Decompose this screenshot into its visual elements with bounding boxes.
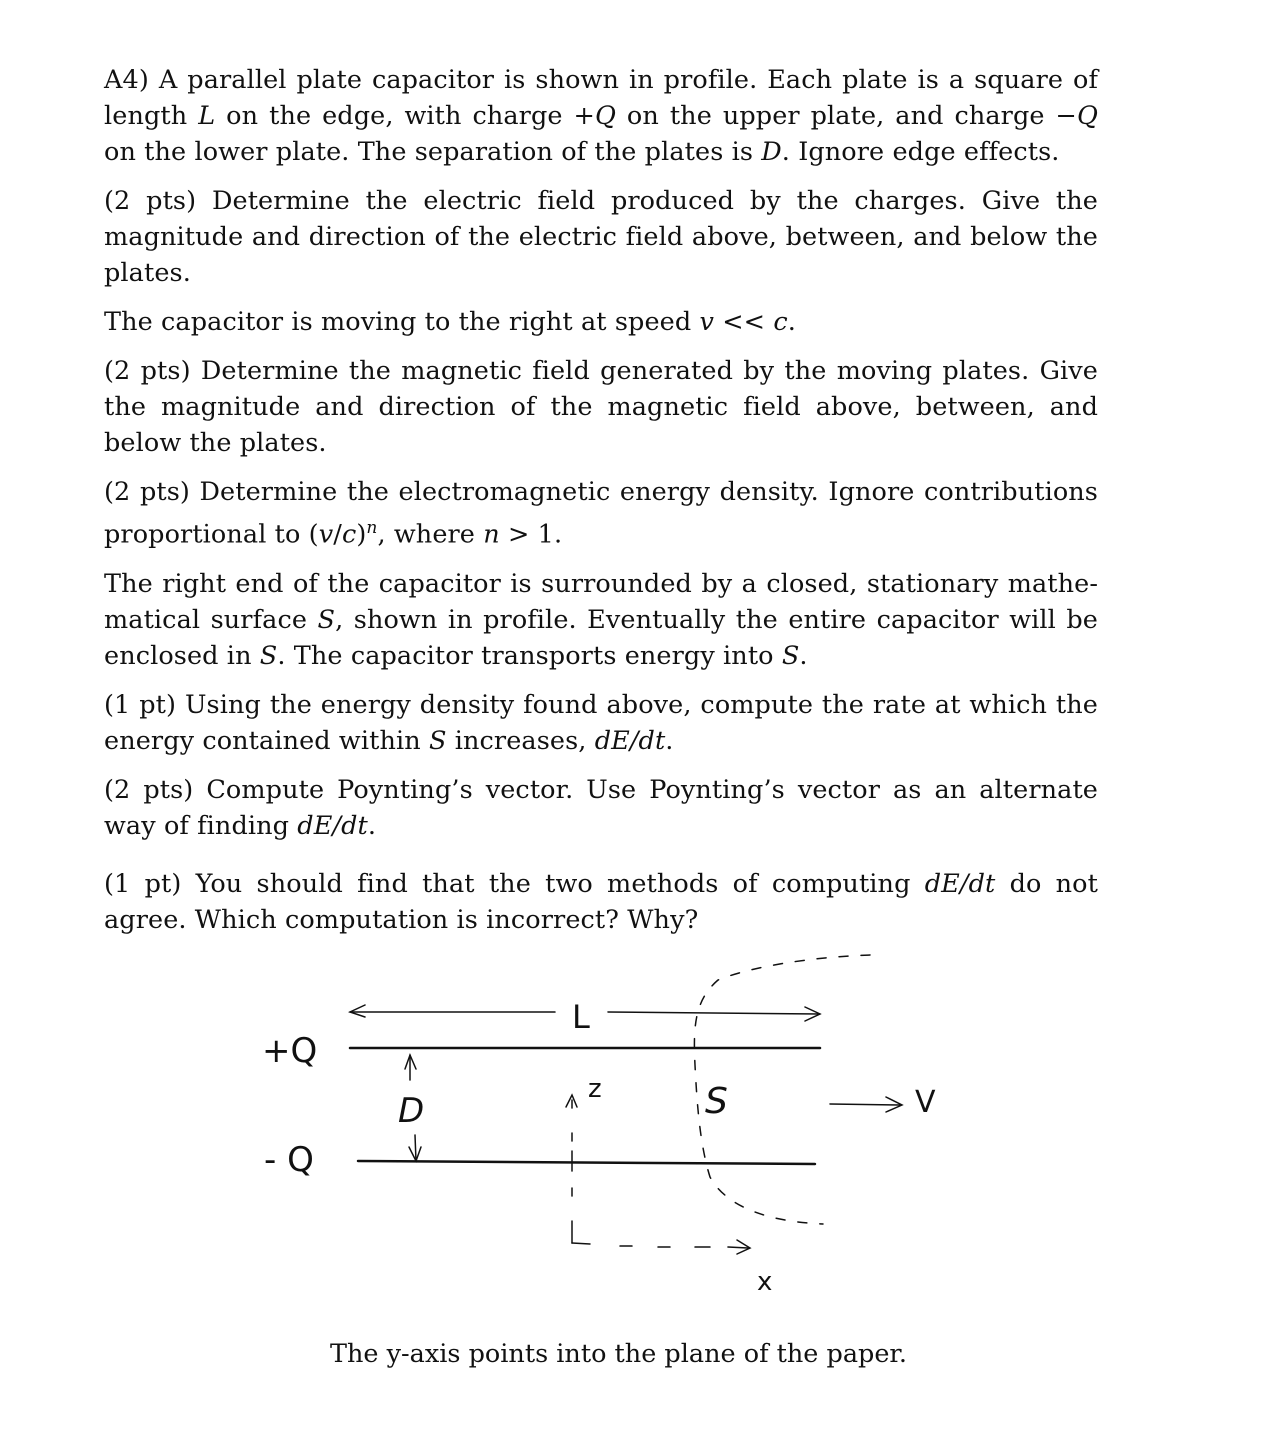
math-c: c bbox=[341, 519, 357, 550]
text-run: increases, bbox=[446, 725, 595, 756]
question-magnetic-field: (2 pts) Determine the magnetic field generated by the moving plates. Give the magnitude and direction of the magnetic field above, between, and below the plates. bbox=[104, 356, 1098, 458]
question-disagreement bbox=[104, 866, 1098, 938]
label-length: L bbox=[572, 998, 590, 1036]
text-run: . The capacitor transports energy into bbox=[277, 640, 782, 671]
text-run: The capacitor is moving to the right at speed bbox=[104, 307, 700, 337]
text-run: , where bbox=[377, 519, 484, 550]
math-c: c bbox=[773, 307, 788, 337]
math-dEdt: dE/dt bbox=[924, 868, 996, 899]
question-poynting bbox=[104, 772, 1098, 844]
text-run: > 1. bbox=[499, 519, 563, 550]
x-axis-dash bbox=[572, 1243, 590, 1244]
text-run: do not agree. Which computation is incorrect? Why? bbox=[104, 868, 1098, 935]
text-run: . bbox=[799, 640, 808, 671]
text-run: << bbox=[713, 307, 774, 337]
text-run: . bbox=[367, 810, 377, 841]
math-S: S bbox=[259, 640, 278, 671]
text-run: (1 pt) You should find that the two methods of computing bbox=[104, 868, 925, 899]
math-Q: Q bbox=[1076, 101, 1098, 131]
text-run: , shown in profile. Eventually the entire capacitor will be enclosed in bbox=[104, 604, 1098, 671]
math-S: S bbox=[781, 640, 800, 671]
math-S: S bbox=[428, 725, 447, 756]
length-arrow-left-head bbox=[350, 1005, 365, 1017]
math-S: S bbox=[317, 604, 336, 635]
math-dEdt: dE/dt bbox=[594, 725, 666, 756]
question-energy-rate bbox=[104, 687, 1098, 759]
text-run: ) bbox=[356, 519, 367, 550]
capacitor-diagram-svg bbox=[250, 945, 950, 1300]
text-run: on the upper plate, and charge − bbox=[615, 101, 1077, 131]
label-minus-q: - Q bbox=[264, 1140, 314, 1180]
label-separation: D bbox=[398, 1091, 425, 1131]
question-electric-field: (2 pts) Determine the electric field produced by the charges. Give the magnitude and direction of the electric field above, between, and below the plates. bbox=[104, 186, 1098, 288]
statement-surface bbox=[104, 566, 1098, 674]
math-n: n bbox=[483, 519, 500, 550]
problem-text bbox=[104, 62, 1098, 951]
velocity-arrow-line bbox=[830, 1104, 900, 1105]
math-Q: Q bbox=[594, 101, 616, 131]
text-run: (1 pt) Using the energy density found above, compute the rate at which the energy contained within bbox=[104, 689, 1098, 756]
separation-arrow-down-line bbox=[415, 1135, 416, 1161]
text-run: A4) A parallel plate capacitor is shown in profile. Each plate is a square of length bbox=[104, 65, 1098, 131]
lower-plate bbox=[358, 1161, 815, 1164]
text-run: (2 pts) Determine the electromagnetic energy density. Ignore contributions proportional to ( bbox=[104, 477, 1098, 550]
text-run: The right end of the capacitor is surrounded by a closed, stationary mathematical surface bbox=[104, 568, 1098, 635]
text-run: / bbox=[333, 519, 342, 550]
capacitor-diagram bbox=[250, 945, 950, 1300]
x-axis-dash bbox=[728, 1247, 748, 1248]
figure-caption: The y-axis points into the plane of the paper. bbox=[330, 1339, 907, 1369]
math-L: L bbox=[198, 101, 216, 131]
label-velocity: V bbox=[915, 1085, 936, 1120]
text-run: on the lower plate. The separation of the plates is bbox=[104, 137, 762, 167]
statement-moving bbox=[104, 304, 1098, 340]
text-run: . bbox=[787, 307, 796, 337]
length-arrow-right-line bbox=[608, 1012, 820, 1014]
math-dEdt: dE/dt bbox=[297, 810, 368, 841]
text-run: . bbox=[665, 725, 674, 756]
problem-intro bbox=[104, 62, 1098, 170]
math-D: D bbox=[761, 137, 782, 167]
math-exponent-n: n bbox=[366, 518, 378, 538]
label-x-axis: x bbox=[757, 1267, 773, 1297]
text-run: (2 pts) Compute Poynting’s vector. Use Poynting’s vector as an alternate way of finding bbox=[104, 774, 1098, 841]
text-run: on the edge, with charge + bbox=[215, 101, 595, 131]
text-run: . Ignore edge effects. bbox=[781, 137, 1060, 167]
math-v: v bbox=[699, 307, 714, 337]
math-v: v bbox=[318, 519, 334, 550]
label-surface-S: S bbox=[705, 1081, 728, 1122]
label-z-axis: z bbox=[588, 1074, 602, 1104]
question-energy-density bbox=[104, 474, 1098, 553]
label-plus-q: +Q bbox=[262, 1031, 318, 1071]
